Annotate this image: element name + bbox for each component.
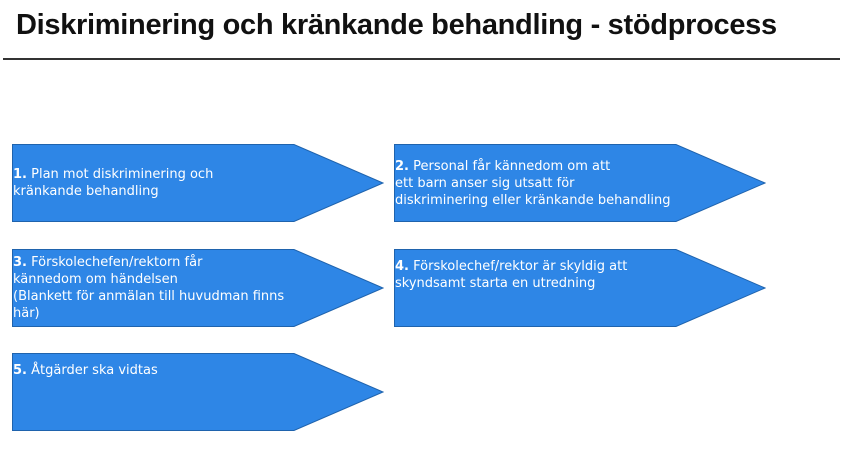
process-step-5 <box>12 353 384 431</box>
step-number: 5. <box>13 363 27 378</box>
step-link-line[interactable]: här) <box>13 306 40 321</box>
step-number: 2. <box>395 158 409 174</box>
page-title: Diskriminering och kränkande behandling - stödprocess <box>16 9 777 41</box>
step-text <box>13 249 343 327</box>
step-text <box>13 144 343 222</box>
step-label-line: Förskolechef/rektor är skyldig att <box>413 259 628 274</box>
process-step-3 <box>12 249 384 327</box>
step-number: 3. <box>13 255 27 270</box>
step-label-line: Personal får kännedom om att <box>413 158 611 174</box>
process-step-1 <box>12 144 384 222</box>
step-number: 1. <box>13 167 27 182</box>
step-label-line: ett barn anser sig utsatt för <box>395 175 575 191</box>
step-label-line: Plan mot diskriminering och <box>31 167 214 182</box>
step-label-line: Åtgärder ska vidtas <box>31 363 158 378</box>
step-number: 4. <box>395 259 409 274</box>
step-label-line: Förskolechefen/rektorn får <box>31 255 203 270</box>
step-label-line: kränkande behandling <box>13 184 159 199</box>
step-text <box>13 353 343 431</box>
step-label-line: kännedom om händelsen <box>13 272 178 287</box>
step-label-line: skyndsamt starta en utredning <box>395 276 596 291</box>
title-divider <box>3 58 840 60</box>
step-text <box>395 249 725 327</box>
step-text <box>395 144 725 222</box>
step-link-line[interactable]: (Blankett för anmälan till huvudman finns <box>13 289 285 304</box>
process-step-4 <box>394 249 766 327</box>
process-step-2 <box>394 144 766 222</box>
step-label-line: diskriminering eller kränkande behandling <box>395 192 671 208</box>
